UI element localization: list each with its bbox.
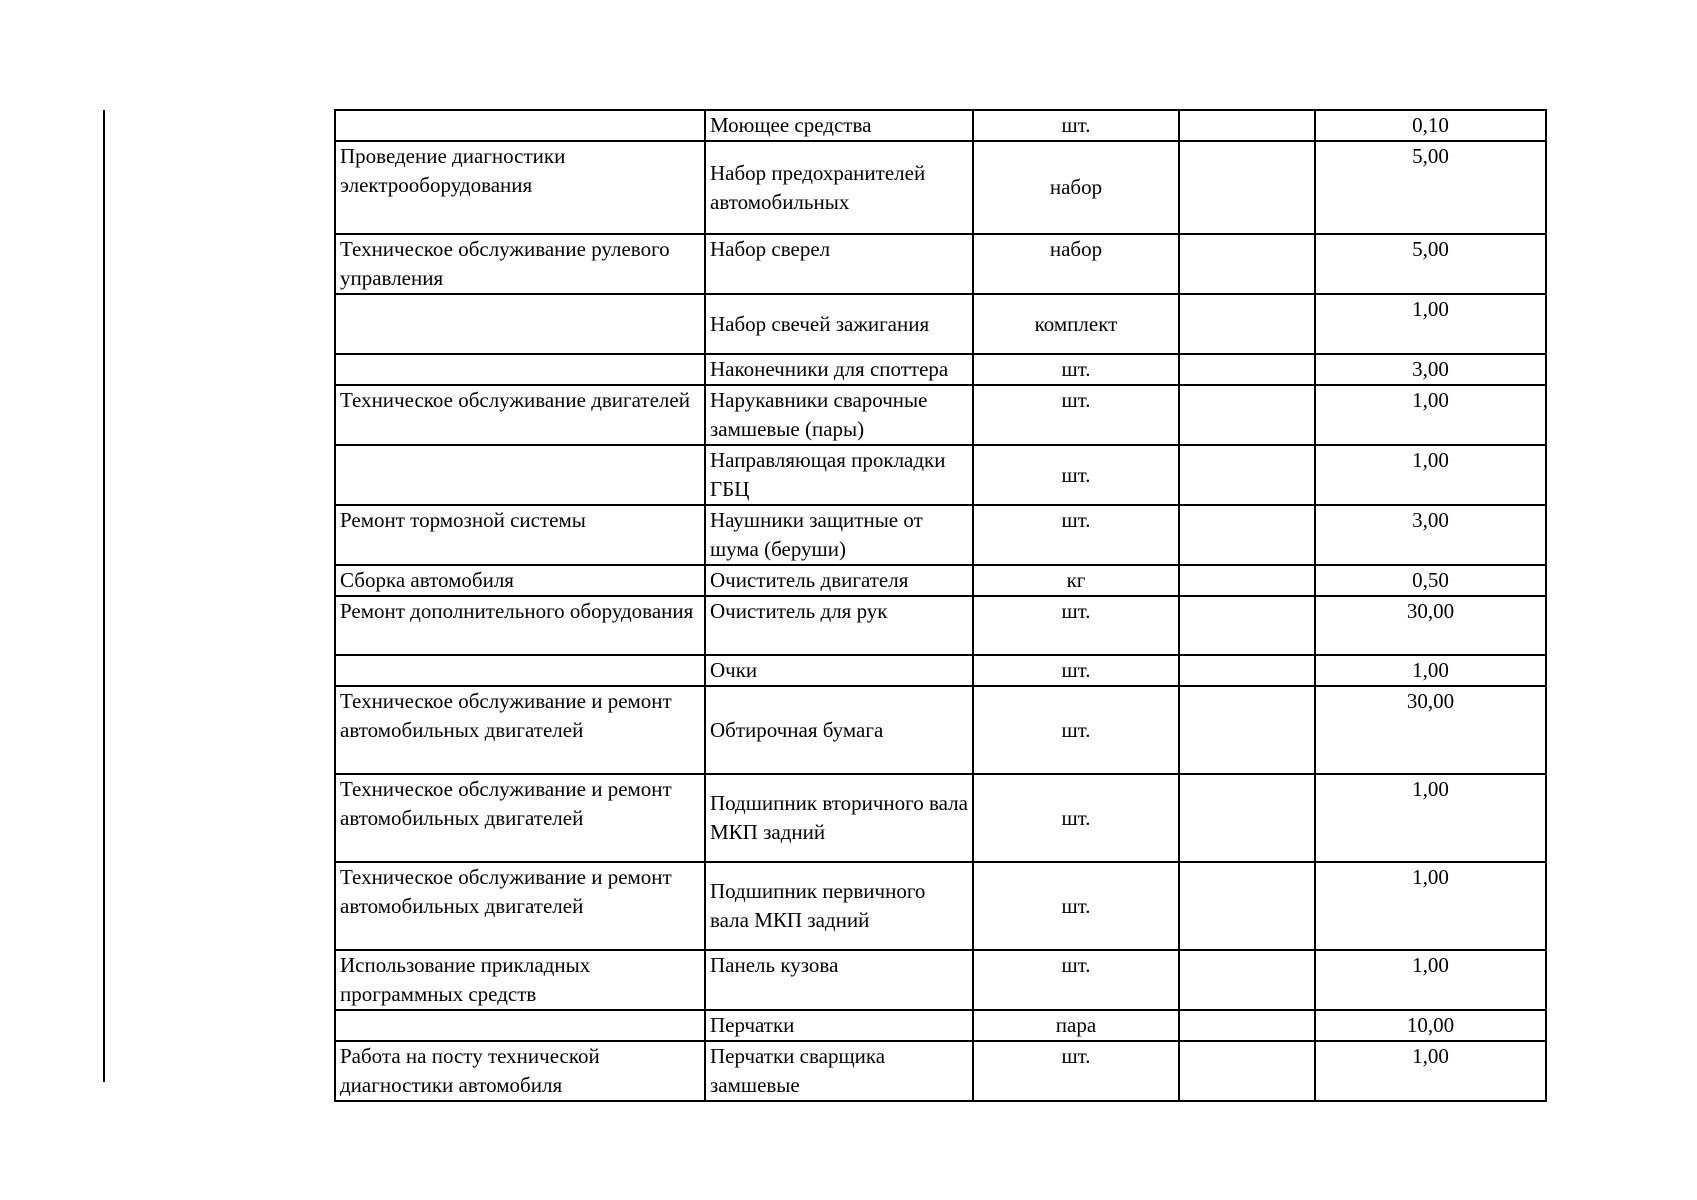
quantity-cell: 3,00 [1315,505,1546,565]
table-row [335,1041,1546,1101]
empty-cell [1179,774,1315,862]
table-row [335,110,1546,141]
unit-cell: кг [973,565,1179,596]
empty-cell [1179,385,1315,445]
table-row [335,445,1546,505]
table-row [335,385,1546,445]
quantity-cell: 0,50 [1315,565,1546,596]
quantity-cell: 1,00 [1315,862,1546,950]
unit-cell: набор [973,234,1179,294]
empty-cell [1179,445,1315,505]
item-cell: Набор предохранителей автомобильных [705,141,973,234]
empty-cell [1179,1010,1315,1041]
table-row [335,234,1546,294]
unit-cell: шт. [973,774,1179,862]
work-cell [335,1010,705,1041]
table-row [335,354,1546,385]
materials-table [334,109,1547,1102]
item-cell: Перчатки сварщика замшевые [705,1041,973,1101]
empty-cell [1179,505,1315,565]
item-cell: Панель кузова [705,950,973,1010]
quantity-cell: 0,10 [1315,110,1546,141]
page-margin-line [103,110,105,1082]
item-cell: Обтирочная бумага [705,686,973,774]
work-cell: Техническое обслуживание и ремонт автомобильных двигателей [335,774,705,862]
quantity-cell: 1,00 [1315,950,1546,1010]
item-cell: Моющее средства [705,110,973,141]
table-row [335,862,1546,950]
unit-cell: шт. [973,862,1179,950]
table-row [335,505,1546,565]
quantity-cell: 5,00 [1315,234,1546,294]
empty-cell [1179,565,1315,596]
unit-cell: шт. [973,686,1179,774]
work-cell [335,110,705,141]
item-cell: Очки [705,655,973,686]
work-cell: Техническое обслуживание двигателей [335,385,705,445]
empty-cell [1179,686,1315,774]
work-cell: Работа на посту технической диагностики автомобиля [335,1041,705,1101]
work-cell: Проведение диагностики электрооборудования [335,141,705,234]
unit-cell: шт. [973,354,1179,385]
unit-cell: шт. [973,110,1179,141]
quantity-cell: 10,00 [1315,1010,1546,1041]
empty-cell [1179,354,1315,385]
table-row [335,655,1546,686]
unit-cell: шт. [973,950,1179,1010]
item-cell: Подшипник первичного вала МКП задний [705,862,973,950]
quantity-cell: 30,00 [1315,596,1546,655]
unit-cell: шт. [973,1041,1179,1101]
empty-cell [1179,110,1315,141]
quantity-cell: 1,00 [1315,774,1546,862]
empty-cell [1179,655,1315,686]
quantity-cell: 5,00 [1315,141,1546,234]
table-row [335,774,1546,862]
table-row [335,596,1546,655]
item-cell: Набор сверел [705,234,973,294]
item-cell: Очиститель для рук [705,596,973,655]
table-row [335,141,1546,234]
item-cell: Нарукавники сварочные замшевые (пары) [705,385,973,445]
work-cell: Использование прикладных программных средств [335,950,705,1010]
empty-cell [1179,234,1315,294]
unit-cell: шт. [973,385,1179,445]
work-cell [335,445,705,505]
item-cell: Перчатки [705,1010,973,1041]
quantity-cell: 30,00 [1315,686,1546,774]
item-cell: Наконечники для споттера [705,354,973,385]
item-cell: Направляющая прокладки ГБЦ [705,445,973,505]
table-row [335,950,1546,1010]
empty-cell [1179,1041,1315,1101]
work-cell [335,294,705,354]
quantity-cell: 1,00 [1315,655,1546,686]
table-row [335,686,1546,774]
empty-cell [1179,862,1315,950]
table-row [335,565,1546,596]
item-cell: Подшипник вторичного вала МКП задний [705,774,973,862]
quantity-cell: 1,00 [1315,385,1546,445]
quantity-cell: 1,00 [1315,445,1546,505]
empty-cell [1179,141,1315,234]
table-row [335,1010,1546,1041]
item-cell: Очиститель двигателя [705,565,973,596]
item-cell: Наушники защитные от шума (беруши) [705,505,973,565]
unit-cell: шт. [973,655,1179,686]
unit-cell: шт. [973,445,1179,505]
work-cell: Сборка автомобиля [335,565,705,596]
unit-cell: шт. [973,596,1179,655]
quantity-cell: 1,00 [1315,1041,1546,1101]
unit-cell: набор [973,141,1179,234]
empty-cell [1179,294,1315,354]
work-cell [335,655,705,686]
unit-cell: комплект [973,294,1179,354]
work-cell [335,354,705,385]
work-cell: Ремонт дополнительного оборудования [335,596,705,655]
work-cell: Ремонт тормозной системы [335,505,705,565]
work-cell: Техническое обслуживание и ремонт автомобильных двигателей [335,862,705,950]
work-cell: Техническое обслуживание и ремонт автомобильных двигателей [335,686,705,774]
quantity-cell: 1,00 [1315,294,1546,354]
table-row [335,294,1546,354]
unit-cell: шт. [973,505,1179,565]
empty-cell [1179,950,1315,1010]
unit-cell: пара [973,1010,1179,1041]
item-cell: Набор свечей зажигания [705,294,973,354]
work-cell: Техническое обслуживание рулевого управления [335,234,705,294]
empty-cell [1179,596,1315,655]
quantity-cell: 3,00 [1315,354,1546,385]
